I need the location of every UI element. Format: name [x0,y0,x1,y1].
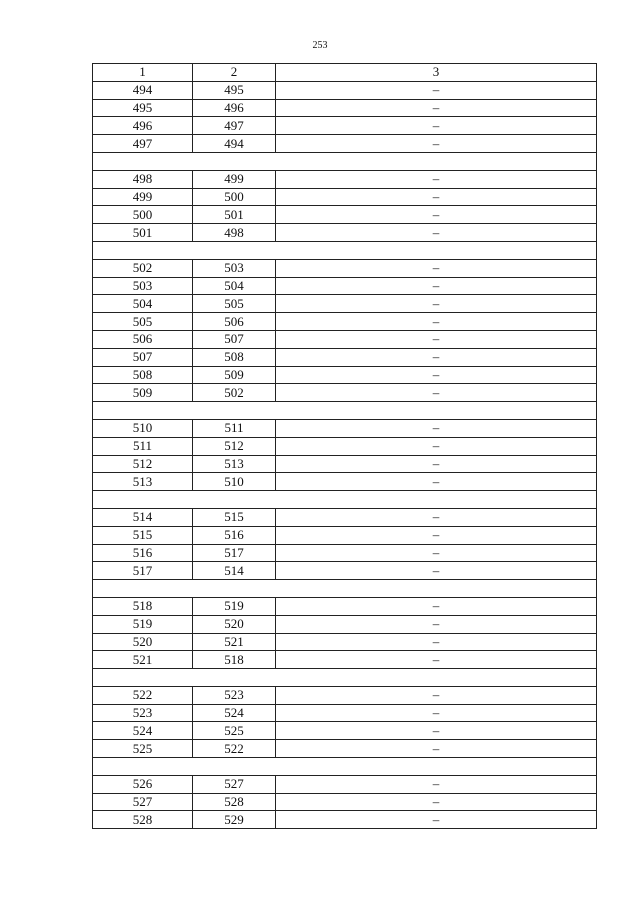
table-cell: – [276,704,597,722]
column-header: 1 [93,64,193,82]
table-cell: – [276,526,597,544]
table-cell: – [276,135,597,153]
table-row [93,455,597,473]
group-separator-row [93,580,597,598]
separator-cell [93,491,597,509]
table-cell: 512 [193,437,276,455]
group-separator-row [93,152,597,170]
table-cell: 504 [93,295,193,313]
table-row [93,224,597,242]
table-row [93,740,597,758]
table-row [93,473,597,491]
table-cell: – [276,384,597,402]
table-row [93,366,597,384]
separator-cell [93,580,597,598]
table-cell: – [276,330,597,348]
table-cell: – [276,437,597,455]
table-cell: – [276,722,597,740]
table-cell: 517 [93,562,193,580]
table-cell: – [276,686,597,704]
table-cell: 506 [93,330,193,348]
table-cell: 494 [193,135,276,153]
table-row [93,348,597,366]
table-cell: 514 [93,508,193,526]
table-cell: 508 [193,348,276,366]
table-row [93,99,597,117]
table-cell: 513 [193,455,276,473]
table-cell: – [276,295,597,313]
separator-cell [93,241,597,259]
table-cell: 497 [93,135,193,153]
table-cell: – [276,419,597,437]
table-cell: 525 [193,722,276,740]
table-cell: – [276,224,597,242]
table-row [93,295,597,313]
table-row [93,615,597,633]
table-cell: 519 [93,615,193,633]
table-cell: 495 [93,99,193,117]
table-cell: 501 [193,206,276,224]
table-cell: – [276,508,597,526]
table-cell: 494 [93,81,193,99]
table-cell: 527 [93,793,193,811]
table-cell: 518 [93,597,193,615]
table-cell: 495 [193,81,276,99]
table-cell: 524 [193,704,276,722]
table-cell: 499 [193,170,276,188]
table-cell: – [276,99,597,117]
table-row [93,526,597,544]
table-cell: 510 [93,419,193,437]
table-cell: – [276,117,597,135]
separator-cell [93,152,597,170]
table-row [93,793,597,811]
table-row [93,508,597,526]
table-cell: 521 [193,633,276,651]
table-row [93,384,597,402]
column-header: 3 [276,64,597,82]
table-cell: 528 [193,793,276,811]
table-cell: 505 [93,313,193,331]
table-cell: 517 [193,544,276,562]
table-cell: 526 [93,775,193,793]
separator-cell [93,758,597,776]
table-cell: – [276,170,597,188]
table-cell: 522 [193,740,276,758]
table-row [93,135,597,153]
table-body [93,64,597,829]
table-cell: – [276,633,597,651]
table-cell: 497 [193,117,276,135]
table-cell: 527 [193,775,276,793]
table-cell: 509 [193,366,276,384]
table-row [93,651,597,669]
table-cell: – [276,455,597,473]
table-cell: 515 [93,526,193,544]
table-cell: – [276,313,597,331]
table-cell: 513 [93,473,193,491]
table-cell: 496 [93,117,193,135]
table-cell: 509 [93,384,193,402]
table-row [93,597,597,615]
table-cell: 519 [193,597,276,615]
group-separator-row [93,758,597,776]
table-cell: 499 [93,188,193,206]
table-row [93,686,597,704]
table-row [93,81,597,99]
group-separator-row [93,491,597,509]
table-cell: – [276,811,597,829]
table-row [93,117,597,135]
table-cell: – [276,740,597,758]
group-separator-row [93,402,597,420]
table-cell: – [276,615,597,633]
table-cell: 528 [93,811,193,829]
table-row [93,704,597,722]
table-cell: – [276,793,597,811]
table-cell: 510 [193,473,276,491]
column-header: 2 [193,64,276,82]
table-cell: – [276,775,597,793]
table-cell: 516 [93,544,193,562]
table-cell: 529 [193,811,276,829]
table-cell: 505 [193,295,276,313]
table-cell: 516 [193,526,276,544]
table-cell: 524 [93,722,193,740]
table-row [93,277,597,295]
table-cell: 498 [93,170,193,188]
table-cell: – [276,562,597,580]
table-row [93,206,597,224]
table-cell: 506 [193,313,276,331]
table-cell: 511 [193,419,276,437]
table-row [93,330,597,348]
group-separator-row [93,241,597,259]
table-row [93,811,597,829]
separator-cell [93,669,597,687]
table-cell: 522 [93,686,193,704]
table-row [93,562,597,580]
table-cell: 507 [193,330,276,348]
table-cell: 520 [193,615,276,633]
table-cell: 508 [93,366,193,384]
table-cell: – [276,366,597,384]
table-cell: 504 [193,277,276,295]
table-row [93,188,597,206]
table-cell: – [276,348,597,366]
table-row [93,722,597,740]
page-number: 253 [312,40,328,51]
table-cell: 525 [93,740,193,758]
table-cell: 501 [93,224,193,242]
table-cell: 503 [193,259,276,277]
table-cell: – [276,81,597,99]
table-cell: 503 [93,277,193,295]
table-row [93,419,597,437]
table-row [93,313,597,331]
table-cell: 514 [193,562,276,580]
table-cell: 498 [193,224,276,242]
data-table [92,63,597,829]
separator-cell [93,402,597,420]
table-cell: 523 [193,686,276,704]
table-cell: 521 [93,651,193,669]
table-cell: – [276,544,597,562]
table-cell: 515 [193,508,276,526]
table-cell: 496 [193,99,276,117]
table-cell: 512 [93,455,193,473]
table-cell: – [276,473,597,491]
table-cell: – [276,188,597,206]
table-cell: 520 [93,633,193,651]
table-cell: – [276,206,597,224]
table-cell: – [276,597,597,615]
table-row [93,170,597,188]
header-row [93,64,597,82]
table-row [93,775,597,793]
table-cell: 502 [193,384,276,402]
table-cell: 511 [93,437,193,455]
table-cell: 518 [193,651,276,669]
table-cell: – [276,277,597,295]
table-cell: 500 [193,188,276,206]
table-cell: 502 [93,259,193,277]
table-cell: 507 [93,348,193,366]
table-row [93,633,597,651]
table-cell: – [276,259,597,277]
table-cell: – [276,651,597,669]
table-row [93,544,597,562]
table-row [93,259,597,277]
table-row [93,437,597,455]
group-separator-row [93,669,597,687]
table-cell: 523 [93,704,193,722]
table-cell: 500 [93,206,193,224]
